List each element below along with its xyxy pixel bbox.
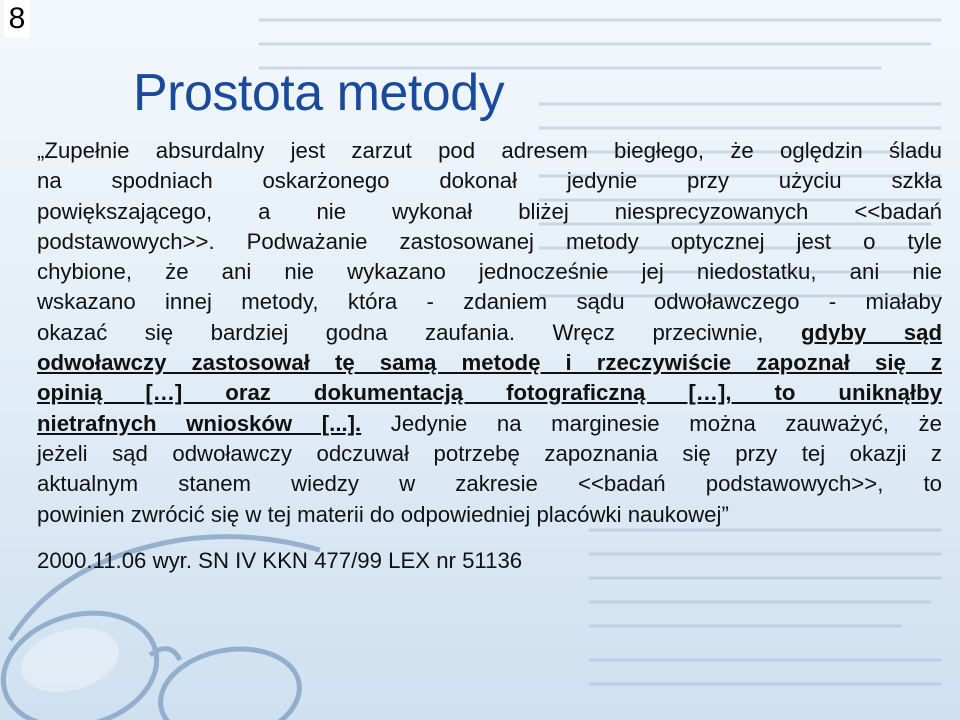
quote-text: jeżeli sąd odwoławczy odczuwał potrzebę zapoznania się przy tej okazji z <box>37 440 942 466</box>
quote-line <box>37 318 942 348</box>
quote-text: Jedynie na marginesie można zauważyć, że <box>361 410 942 436</box>
emphasized-text: nietrafnych wniosków [...]. <box>37 410 362 436</box>
quote-text: chybione, że ani nie wykazano jednocześnie jej niedostatku, ani nie <box>37 259 942 285</box>
quote-line <box>37 197 942 227</box>
quote-text: na spodniach oskarżonego dokonał jedynie przy użyciu szkła <box>37 168 942 194</box>
quote-text: wskazano innej metody, która - zdaniem sądu odwoławczego - miałaby <box>37 289 942 315</box>
quote-line <box>37 348 942 378</box>
quote-line <box>37 166 942 196</box>
quote-line <box>37 136 942 166</box>
quote-line <box>37 378 942 408</box>
emphasized-text: opinią […] oraz dokumentacją fotograficzną […], to uniknąłby <box>37 380 942 406</box>
slide-title: Prostota metody <box>133 64 505 122</box>
quote-line <box>37 287 942 317</box>
quote-line <box>37 227 942 257</box>
quote-text: podstawowych>>. Podważanie zastosowanej metody optycznej jest o tyle <box>37 228 942 254</box>
slide-number: 8 <box>4 0 30 38</box>
quote-line <box>37 257 942 287</box>
quote-line <box>37 409 942 439</box>
emphasized-text: odwoławczy zastosował tę samą metodę i rzeczywiście zapoznał się z <box>37 350 942 376</box>
quote-paragraph <box>37 136 942 530</box>
quote-text: powinien zwrócić się w tej materii do odpowiedniej placówki naukowej” <box>37 501 729 527</box>
quote-text: powiększającego, a nie wykonał bliżej niesprecyzowanych <<badań <box>37 198 942 224</box>
quote-text: okazać się bardziej godna zaufania. Wręcz przeciwnie, <box>37 319 801 345</box>
quote-text: aktualnym stanem wiedzy w zakresie <<badań podstawowych>>, to <box>37 471 942 497</box>
quote-text: „Zupełnie absurdalny jest zarzut pod adresem biegłego, że oględzin śladu <box>37 138 942 163</box>
quote-line <box>37 469 942 499</box>
court-citation: 2000.11.06 wyr. SN IV KKN 477/99 LEX nr 51136 <box>37 548 523 573</box>
quote-line <box>37 500 942 530</box>
emphasized-text: gdyby sąd <box>800 319 942 345</box>
quote-line <box>37 439 942 469</box>
